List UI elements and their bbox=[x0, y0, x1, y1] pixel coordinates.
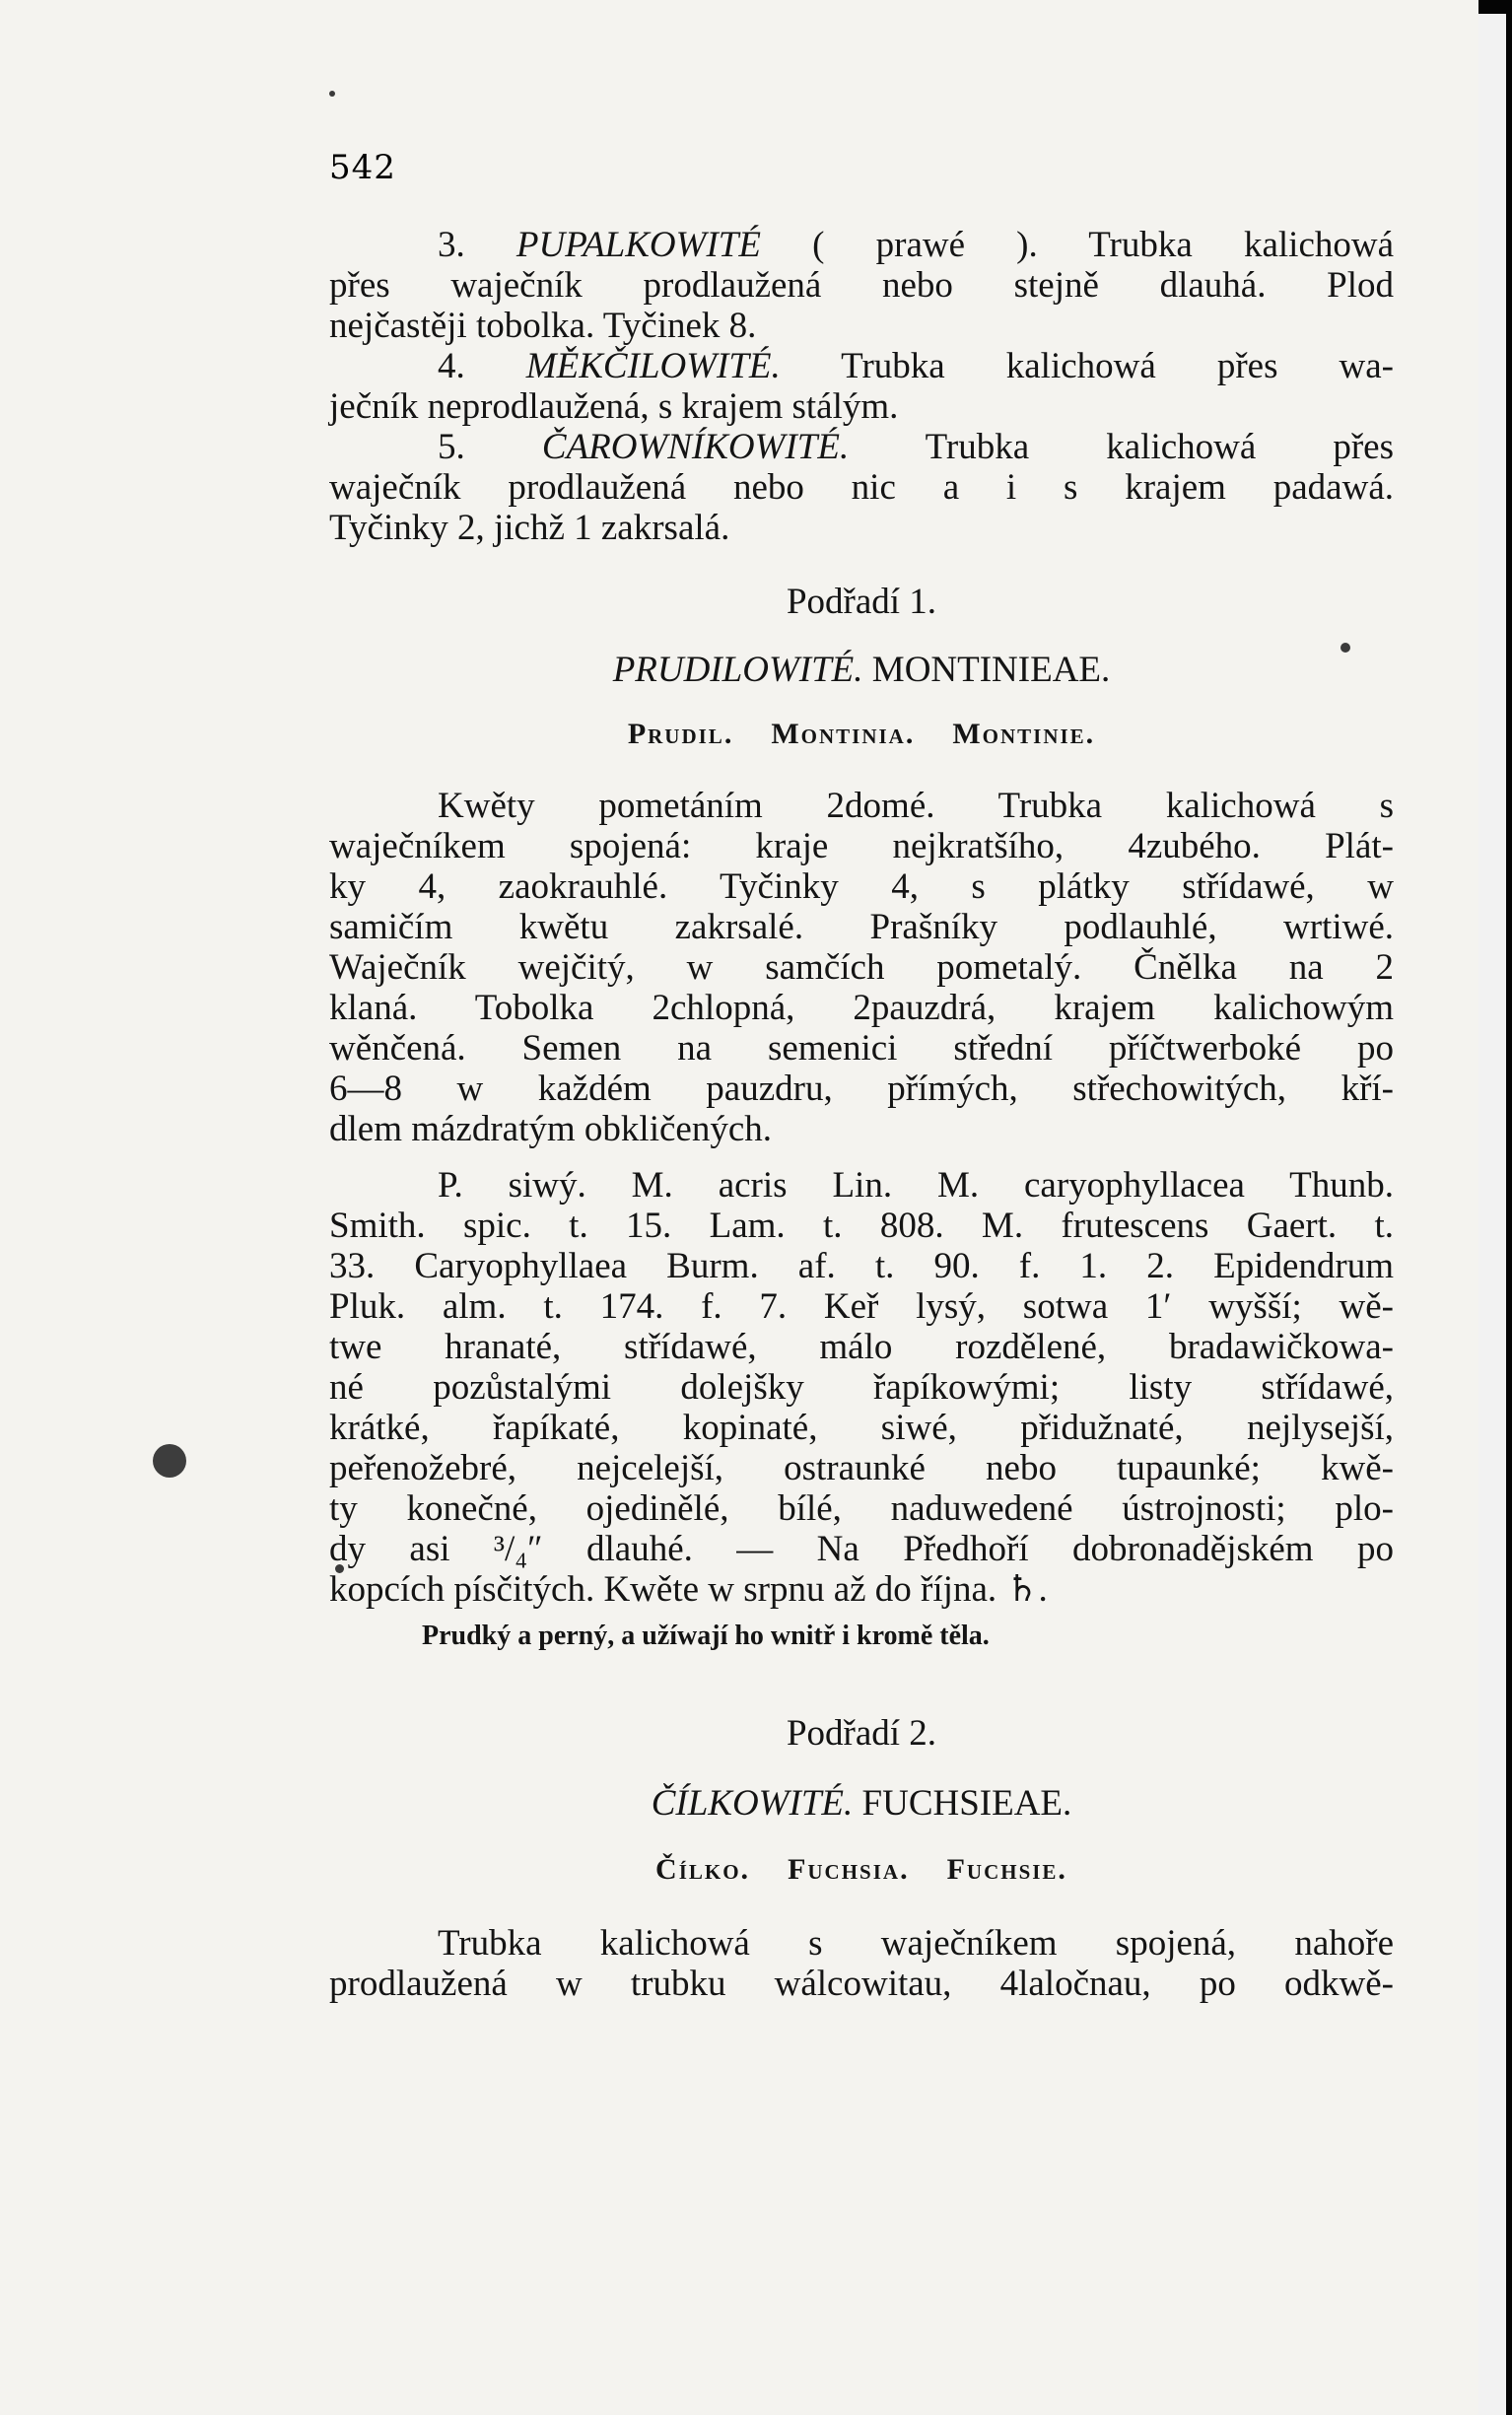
text-line: 6—8 w každém pauzdru, přímých, střechowitých, kří- bbox=[329, 1069, 1394, 1109]
text-line: přes waječník prodlaužená nebo stejně dlauhá. Plod bbox=[329, 265, 1394, 306]
species-entry bbox=[329, 1165, 1394, 1610]
text-line: ky 4, zaokrauhlé. Tyčinky 4, s plátky střídawé, w bbox=[329, 866, 1394, 907]
text-line: né pozůstalými dolejšky řapíkowými; listy střídawé, bbox=[329, 1367, 1394, 1408]
genus-line bbox=[329, 714, 1394, 754]
suborder-heading: Podřadí 2. bbox=[786, 1713, 937, 1754]
genus-plural: Fuchsie. bbox=[946, 1853, 1067, 1886]
family-name: PUPALKOWITÉ bbox=[515, 225, 761, 265]
suborder-title-latin: FUCHSIEAE. bbox=[853, 1783, 1072, 1824]
text-line: waječníkem spojená: kraje nejkratšího, 4zubého. Plát- bbox=[329, 826, 1394, 866]
genus-description bbox=[329, 786, 1394, 1149]
genus-czech: Prudil. bbox=[627, 718, 734, 750]
text-line: nejčastěji tobolka. Tyčinek 8. bbox=[329, 306, 757, 346]
suborder-title-czech: PRUDILOWITÉ. bbox=[612, 650, 863, 690]
usage-note: Prudký a perný, a užíwají ho wnitř i kromě těla. bbox=[422, 1621, 990, 1651]
text-line: 33. Caryophyllaea Burm. af. t. 90. f. 1. 2. Epidendrum bbox=[329, 1246, 1394, 1286]
text-line: krátké, řapíkaté, kopinaté, siwé, přidužnaté, nejlysejší, bbox=[329, 1408, 1394, 1448]
genus-description bbox=[329, 1923, 1394, 2004]
family-name: MĚKČILOWITÉ. bbox=[525, 346, 781, 386]
family-number: 3. bbox=[438, 225, 465, 265]
text-line: prodlaužená w trubku wálcowitau, 4laločnau, po odkwě- bbox=[329, 1964, 1394, 2004]
text-line: klaná. Tobolka 2chlopná, 2pauzdrá, krajem kalichowým bbox=[329, 988, 1394, 1028]
text-line: Kwěty pometáním 2domé. Trubka kalichowá s bbox=[438, 786, 1394, 826]
scan-dust bbox=[329, 91, 335, 97]
genus-latin: Montinia. bbox=[771, 718, 916, 750]
genus-czech: Čílko. bbox=[655, 1853, 751, 1886]
genus-plural: Montinie. bbox=[952, 718, 1096, 750]
text-line: peřenožebré, nejcelejší, ostraunké nebo tupaunké; kwě- bbox=[329, 1448, 1394, 1488]
text-line: ječník neprodlaužená, s krajem stálým. bbox=[329, 386, 899, 427]
suborder-title bbox=[329, 650, 1394, 690]
genus-latin: Fuchsia. bbox=[788, 1853, 910, 1886]
text-line: samičím kwětu zakrsalé. Prašníky podlauhlé, wrtiwé. bbox=[329, 907, 1394, 947]
text-line: twe hranaté, střídawé, málo rozdělené, bradawičkowa- bbox=[329, 1327, 1394, 1367]
text-line: Waječník wejčitý, w samčích pometalý. Čnělka na 2 bbox=[329, 947, 1394, 988]
suborder-title-latin: MONTINIEAE. bbox=[862, 650, 1111, 690]
text-line: dlem mázdratým obkličených. bbox=[329, 1109, 772, 1149]
ink-blot bbox=[153, 1444, 186, 1478]
family-4 bbox=[329, 346, 1394, 386]
page-number: 542 bbox=[329, 148, 396, 187]
scan-border bbox=[1506, 0, 1512, 2415]
family-text: Trubka kalichowá přes wa- bbox=[780, 346, 1394, 386]
family-name: ČAROWNÍKOWITÉ. bbox=[541, 427, 850, 467]
family-number: 5. bbox=[438, 427, 465, 467]
text-line: P. siwý. M. acris Lin. M. caryophyllacea Thunb. bbox=[438, 1165, 1394, 1206]
page-edge bbox=[1478, 0, 1506, 2415]
family-5 bbox=[329, 427, 1394, 467]
text-line: Trubka kalichowá s waječníkem spojená, nahoře bbox=[438, 1923, 1394, 1964]
scan-corner bbox=[1478, 0, 1512, 14]
text-line: Smith. spic. t. 15. Lam. t. 808. M. frutescens Gaert. t. bbox=[329, 1206, 1394, 1246]
suborder-title-czech: ČÍLKOWITÉ. bbox=[651, 1783, 854, 1824]
text-line: dy asi ³/₄″ dlauhé. — Na Předhoří dobronadějském po bbox=[329, 1529, 1394, 1569]
suborder-title bbox=[329, 1783, 1394, 1824]
family-3 bbox=[329, 225, 1394, 265]
suborder-heading: Podřadí 1. bbox=[786, 582, 937, 622]
genus-line bbox=[329, 1849, 1394, 1890]
text-line: Tyčinky 2, jichž 1 zakrsalá. bbox=[329, 508, 730, 548]
family-number: 4. bbox=[438, 346, 465, 386]
text-line: Pluk. alm. t. 174. f. 7. Keř lysý, sotwa 1′ wyšší; wě- bbox=[329, 1286, 1394, 1327]
text-line: kopcích písčitých. Kwěte w srpnu až do října. ♄. bbox=[329, 1569, 1048, 1610]
family-text: Trubka kalichowá přes bbox=[849, 427, 1394, 467]
text-line: waječník prodlaužená nebo nic a i s krajem padawá. bbox=[329, 467, 1394, 508]
text-line: wěnčená. Semen na semenici střední příčtwerboké po bbox=[329, 1028, 1394, 1069]
page-text bbox=[329, 225, 1394, 2004]
family-text: ( prawé ). Trubka kalichowá bbox=[760, 225, 1395, 265]
text-line: ty konečné, ojedinělé, bílé, naduwedené ústrojnosti; plo- bbox=[329, 1488, 1394, 1529]
